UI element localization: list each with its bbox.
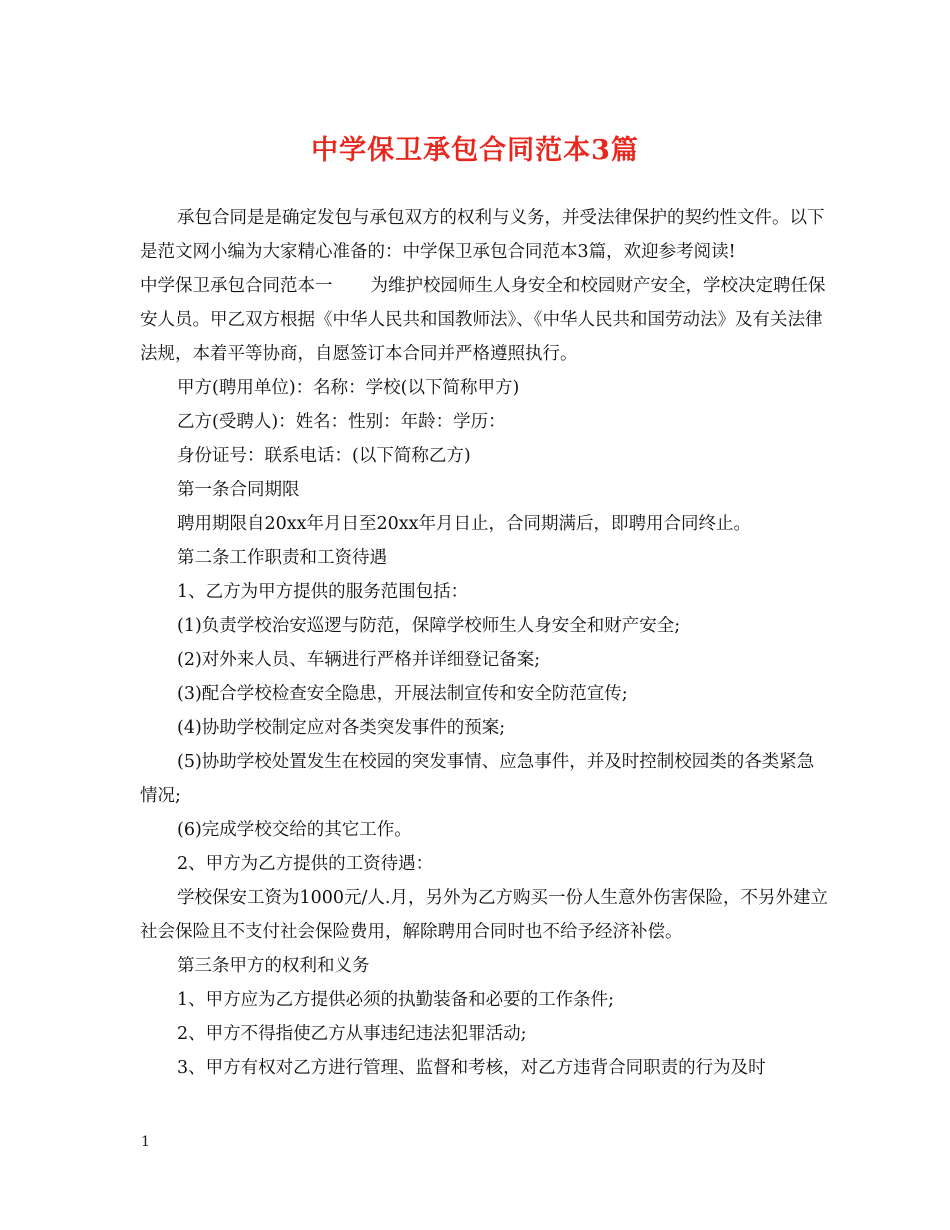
intro-paragraph: 承包合同是是确定发包与承包双方的权利与义务，并受法律保护的契约性文件。以下是范文网小编为大家精心准备的：中学保卫承包合同范本3篇，欢迎参考阅读!: [140, 208, 825, 262]
article-1-text: 聘用期限自20xx年月日至20xx年月日止，合同期满后，即聘用合同终止。: [177, 514, 752, 534]
article-3-item-3: 3、甲方有权对乙方进行管理、监督和考核，对乙方违背合同职责的行为及时: [177, 1058, 766, 1078]
section-heading: 中学保卫承包合同范本一: [140, 276, 333, 296]
party-b-line: 乙方(受聘人)：姓名：性别：年龄：学历：: [177, 412, 506, 432]
duty-item-3: (3)配合学校检查安全隐患，开展法制宣传和安全防范宣传;: [177, 684, 628, 704]
salary-paragraph: 学校保安工资为1000元/人.月，另外为乙方购买一份人生意外伤害保险，不另外建立社会保险且不支付社会保险费用，解除聘用合同时也不给予经济补偿。: [140, 888, 828, 942]
article-2-heading: 第二条工作职责和工资待遇: [177, 548, 387, 568]
article-1-heading: 第一条合同期限: [177, 480, 300, 500]
id-contact-line: 身份证号：联系电话：(以下简称乙方): [177, 446, 471, 466]
duty-item-2: (2)对外来人员、车辆进行严格并详细登记备案;: [177, 650, 541, 670]
duty-item-1: (1)负责学校治安巡逻与防范，保障学校师生人身安全和财产安全;: [177, 616, 681, 636]
document-title: 中学保卫承包合同范本3篇: [311, 135, 639, 166]
article-3-item-2: 2、甲方不得指使乙方从事违纪违法犯罪活动;: [177, 1024, 527, 1044]
article-2-item-2: 2、甲方为乙方提供的工资待遇：: [177, 854, 434, 874]
page-number: 1: [141, 1134, 150, 1150]
article-3-heading: 第三条甲方的权利和义务: [177, 956, 370, 976]
duty-item-5: (5)协助学校处置发生在校园的突发事情、应急事件，并及时控制校园类的各类紧急情况;: [140, 752, 815, 806]
article-2-item-1: 1、乙方为甲方提供的服务范围包括：: [177, 582, 469, 602]
section-heading-paragraph: [140, 269, 830, 371]
document-body: [140, 201, 830, 1085]
article-3-item-1: 1、甲方应为乙方提供必须的执勤装备和必要的工作条件;: [177, 990, 615, 1010]
duty-item-4: (4)协助学校制定应对各类突发事件的预案;: [177, 718, 506, 738]
duty-item-6: (6)完成学校交给的其它工作。: [177, 820, 412, 840]
preamble-text: 为维护校园师生人身安全和校园财产安全，学校决定聘任保安人员。甲乙双方根据《中华人民共和国教师法》、《中华人民共和国劳动法》及有关法律法规，本着平等协商，自愿签订本合同并严格遵照执行。: [140, 276, 826, 364]
party-a-line: 甲方(聘用单位)：名称：学校(以下简称甲方): [177, 378, 520, 398]
